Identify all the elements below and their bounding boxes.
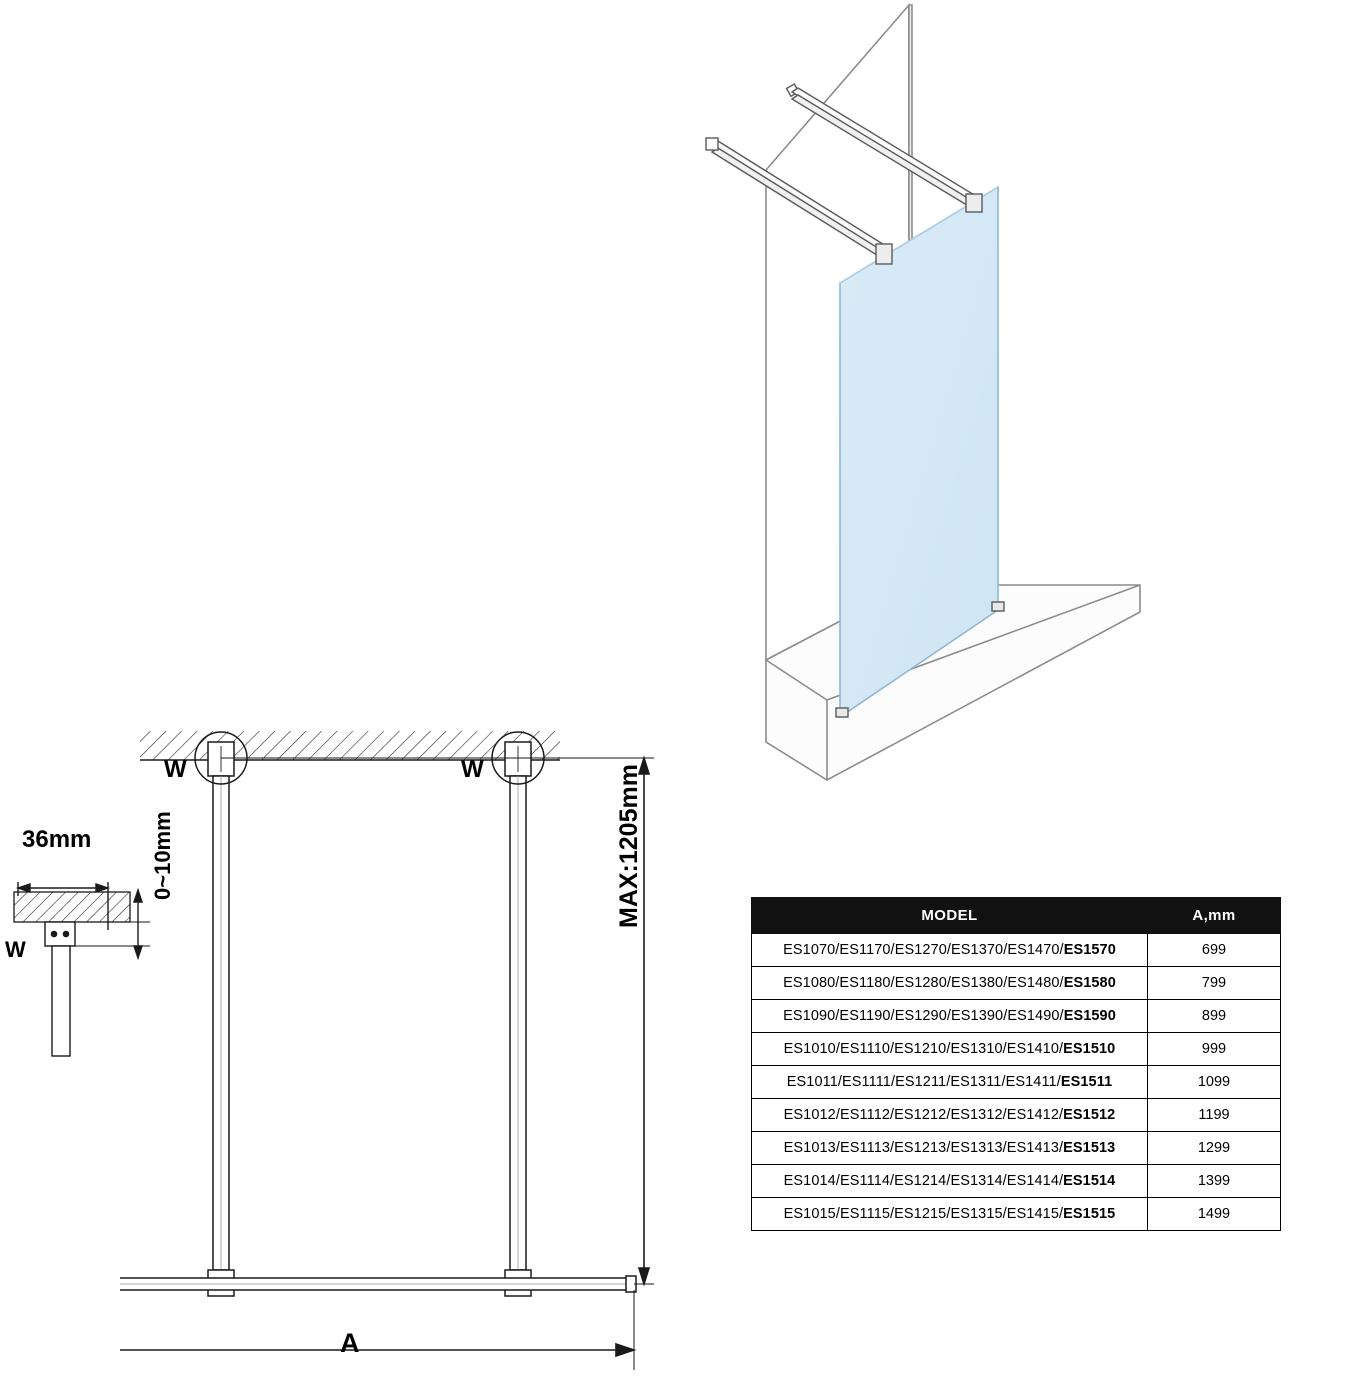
model-highlight: ES1510 xyxy=(1063,1041,1116,1057)
cell-a-value: 899 xyxy=(1148,1000,1281,1033)
model-list-plain: ES1012/ES1112/ES1212/ES1312/ES1412/ xyxy=(783,1107,1064,1123)
cell-a-value: 1099 xyxy=(1148,1066,1281,1099)
cell-a-value: 1299 xyxy=(1148,1132,1281,1165)
cell-model xyxy=(752,1099,1148,1132)
cell-a-value: 1399 xyxy=(1148,1165,1281,1198)
wall-hatch-icon xyxy=(14,892,130,922)
bar-left xyxy=(208,742,234,1296)
cell-a-value: 1499 xyxy=(1148,1198,1281,1231)
ceiling-hatch xyxy=(140,731,560,760)
table-row xyxy=(752,1132,1281,1165)
table-row xyxy=(752,967,1281,1000)
cell-a-value: 699 xyxy=(1148,934,1281,967)
dimension-width-a xyxy=(120,1290,634,1370)
label-36mm: 36mm xyxy=(22,826,92,853)
model-list-plain: ES1090/ES1190/ES1290/ES1390/ES1490/ xyxy=(783,1008,1064,1024)
model-list-plain: ES1080/ES1180/ES1280/ES1380/ES1480/ xyxy=(783,975,1064,991)
model-list-plain: ES1070/ES1170/ES1270/ES1370/ES1470/ xyxy=(783,942,1064,958)
model-highlight: ES1511 xyxy=(1060,1074,1113,1090)
cell-a-value: 799 xyxy=(1148,967,1281,1000)
header-model: MODEL xyxy=(752,898,1148,934)
cell-model xyxy=(752,1198,1148,1231)
wall-bracket xyxy=(45,922,75,1056)
perspective-view xyxy=(540,0,1300,820)
dimension-max-height xyxy=(221,758,654,1284)
cell-model xyxy=(752,1000,1148,1033)
header-a-mm: A,mm xyxy=(1148,898,1281,934)
table-body xyxy=(752,934,1281,1231)
table-row xyxy=(752,1066,1281,1099)
model-list-plain: ES1014/ES1114/ES1214/ES1314/ES1414/ xyxy=(783,1173,1064,1189)
cell-model xyxy=(752,967,1148,1000)
table-row xyxy=(752,934,1281,967)
label-max-height: MAX:1205mm xyxy=(615,764,643,928)
table-row xyxy=(752,1198,1281,1231)
label-width-a: A xyxy=(340,1328,360,1358)
model-highlight: ES1513 xyxy=(1063,1140,1116,1156)
cell-a-value: 1199 xyxy=(1148,1099,1281,1132)
model-highlight: ES1570 xyxy=(1063,942,1116,958)
cell-a-value: 999 xyxy=(1148,1033,1281,1066)
label-w-left: W xyxy=(164,756,187,783)
cell-model xyxy=(752,1066,1148,1099)
model-highlight: ES1515 xyxy=(1063,1206,1116,1222)
cell-model xyxy=(752,1132,1148,1165)
table-row xyxy=(752,1000,1281,1033)
model-highlight: ES1580 xyxy=(1063,975,1116,991)
table-row xyxy=(752,1033,1281,1066)
cell-model xyxy=(752,1033,1148,1066)
label-0-10mm: 0~10mm xyxy=(150,811,175,900)
cell-model xyxy=(752,1165,1148,1198)
model-list-plain: ES1013/ES1113/ES1213/ES1313/ES1413/ xyxy=(783,1140,1064,1156)
table-header-row xyxy=(752,898,1281,934)
table-row xyxy=(752,1099,1281,1132)
label-w-right: W xyxy=(461,756,484,783)
model-list-plain: ES1015/ES1115/ES1215/ES1315/ES1415/ xyxy=(783,1206,1064,1222)
model-highlight: ES1590 xyxy=(1063,1008,1116,1024)
model-highlight: ES1512 xyxy=(1063,1107,1116,1123)
model-list-plain: ES1010/ES1110/ES1210/ES1310/ES1410/ xyxy=(783,1041,1064,1057)
bar-right xyxy=(505,742,531,1296)
table-row xyxy=(752,1165,1281,1198)
front-elevation-view xyxy=(120,730,800,1390)
model-list-plain: ES1011/ES1111/ES1211/ES1311/ES1411/ xyxy=(786,1074,1061,1090)
model-highlight: ES1514 xyxy=(1063,1173,1116,1189)
cell-model xyxy=(752,934,1148,967)
glass-bottom-rail xyxy=(120,1276,636,1292)
model-spec-table xyxy=(751,897,1281,1231)
label-w-side: W xyxy=(5,937,26,962)
